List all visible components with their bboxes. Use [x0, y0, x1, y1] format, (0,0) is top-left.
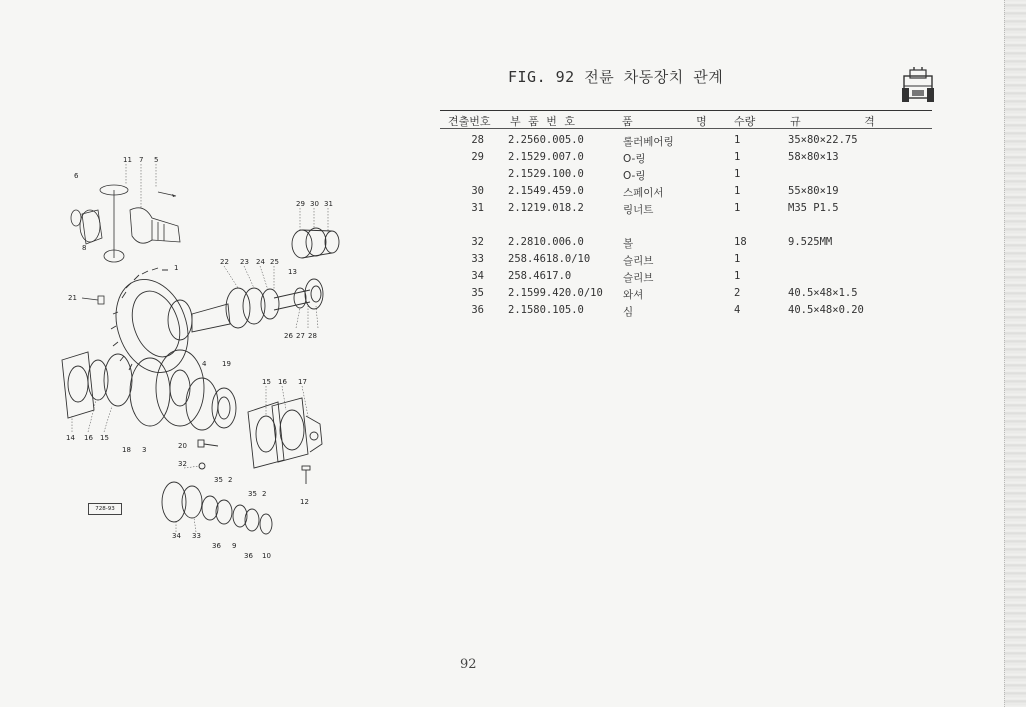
item-number: 31: [471, 202, 484, 214]
table-row: [440, 168, 932, 184]
svg-text:25: 25: [270, 258, 279, 266]
svg-text:16: 16: [84, 434, 93, 442]
reference-tag: 728-93: [88, 503, 122, 515]
svg-text:2: 2: [228, 476, 233, 484]
item-number: 29: [471, 151, 484, 163]
svg-text:30: 30: [310, 200, 319, 208]
svg-text:22: 22: [220, 258, 229, 266]
svg-text:27: 27: [296, 332, 305, 340]
table-row: [440, 185, 932, 201]
part-name: 심: [623, 306, 634, 318]
part-number: 2.1219.018.2: [508, 202, 584, 214]
ring-gear: [104, 268, 230, 383]
svg-text:15: 15: [100, 434, 109, 442]
quantity: 18: [734, 236, 747, 248]
svg-text:31: 31: [324, 200, 333, 208]
table-row: [440, 253, 932, 269]
header-name: 품 명: [622, 115, 737, 128]
specification: 40.5×48×1.5: [788, 287, 858, 299]
svg-text:35: 35: [248, 490, 257, 498]
header-no: 견출번호: [448, 115, 491, 128]
quantity: 4: [734, 304, 741, 316]
table-row: [440, 270, 932, 286]
svg-text:14: 14: [66, 434, 75, 442]
svg-text:9: 9: [232, 542, 237, 550]
bottom-sleeve-assembly: [162, 463, 310, 534]
quantity: 2: [734, 287, 741, 299]
svg-text:7: 7: [139, 156, 144, 164]
item-number: 30: [471, 185, 484, 197]
part-name: 슬리브: [623, 272, 654, 284]
part-number: 2.1529.007.0: [508, 151, 584, 163]
svg-text:4: 4: [202, 360, 207, 368]
quantity: 1: [734, 185, 741, 197]
table-row: [440, 287, 932, 303]
svg-text:8: 8: [82, 244, 87, 252]
item-number: 32: [471, 236, 484, 248]
specification: 9.525MM: [788, 236, 833, 248]
pinion-gear-assembly: [71, 185, 180, 262]
part-name: 볼: [623, 238, 634, 250]
part-number: 2.1529.100.0: [508, 168, 584, 180]
part-number: 258.4618.0/10: [508, 253, 591, 265]
callout-labels: [66, 156, 333, 560]
item-number: 33: [471, 253, 484, 265]
svg-text:28: 28: [308, 332, 317, 340]
svg-text:34: 34: [172, 532, 181, 540]
svg-text:26: 26: [284, 332, 293, 340]
svg-text:32: 32: [178, 460, 187, 468]
part-name: 와셔: [623, 289, 644, 301]
quantity: 1: [734, 151, 741, 163]
part-number: 2.2560.005.0: [508, 134, 584, 146]
part-number: 2.2810.006.0: [508, 236, 584, 248]
tractor-icon: [900, 66, 936, 106]
specification: 40.5×48×0.20: [788, 304, 864, 316]
svg-text:36: 36: [212, 542, 221, 550]
svg-text:6: 6: [74, 172, 79, 180]
part-name: O-링: [623, 170, 646, 182]
part-number: 2.1580.105.0: [508, 304, 584, 316]
header-spec: 규 격: [790, 115, 875, 128]
svg-text:20: 20: [178, 442, 187, 450]
quantity: 1: [734, 134, 741, 146]
specification: M35 P1.5: [788, 202, 839, 214]
bearing-29-31: [292, 228, 339, 258]
svg-text:36: 36: [244, 552, 253, 560]
svg-text:21: 21: [68, 294, 77, 302]
svg-text:11: 11: [123, 156, 132, 164]
svg-text:15: 15: [262, 378, 271, 386]
svg-text:18: 18: [122, 446, 131, 454]
svg-text:2: 2: [262, 490, 267, 498]
figure-title: FIG. 92 전륜 차동장치 관계: [508, 68, 724, 86]
svg-text:10: 10: [262, 552, 271, 560]
svg-text:16: 16: [278, 378, 287, 386]
binding-edge: [1004, 0, 1026, 707]
bolt-21: [82, 296, 104, 304]
header-part-number: 부 품 번 호: [510, 115, 577, 128]
table-top-rule: [440, 110, 932, 111]
item-number: 28: [471, 134, 484, 146]
svg-text:35: 35: [214, 476, 223, 484]
table-row: [440, 134, 932, 150]
part-number: 258.4617.0: [508, 270, 572, 282]
part-name: O-링: [623, 153, 646, 165]
quantity: 1: [734, 202, 741, 214]
part-name: 스페이서: [623, 187, 664, 199]
svg-text:17: 17: [298, 378, 307, 386]
header-quantity: 수량: [734, 115, 756, 128]
quantity: 1: [734, 253, 741, 265]
svg-text:1: 1: [174, 264, 179, 272]
specification: 58×80×13: [788, 151, 839, 163]
quantity: 1: [734, 270, 741, 282]
svg-text:5: 5: [154, 156, 159, 164]
svg-text:19: 19: [222, 360, 231, 368]
page-number: 92: [460, 657, 477, 672]
bearing-stack: [226, 279, 323, 328]
item-number: 34: [471, 270, 484, 282]
differential-housing: [62, 350, 322, 468]
quantity: 1: [734, 168, 741, 180]
part-number: 2.1599.420.0/10: [508, 287, 603, 299]
item-number: 36: [471, 304, 484, 316]
specification: 55×80×19: [788, 185, 839, 197]
item-number: 35: [471, 287, 484, 299]
svg-text:29: 29: [296, 200, 305, 208]
part-name: 링너트: [623, 204, 654, 216]
table-row: [440, 202, 932, 218]
part-name: 롤러베어링: [623, 136, 674, 148]
table-row: [440, 304, 932, 320]
svg-text:24: 24: [256, 258, 265, 266]
table-row: [440, 151, 932, 167]
table-header-rule: [440, 128, 932, 129]
svg-text:13: 13: [288, 268, 297, 276]
svg-text:3: 3: [142, 446, 147, 454]
table-row: [440, 236, 932, 252]
specification: 35×80×22.75: [788, 134, 858, 146]
svg-text:23: 23: [240, 258, 249, 266]
part-number: 2.1549.459.0: [508, 185, 584, 197]
svg-text:12: 12: [300, 498, 309, 506]
svg-text:33: 33: [192, 532, 201, 540]
leader-lines: [72, 164, 328, 532]
part-name: 슬리브: [623, 255, 654, 267]
